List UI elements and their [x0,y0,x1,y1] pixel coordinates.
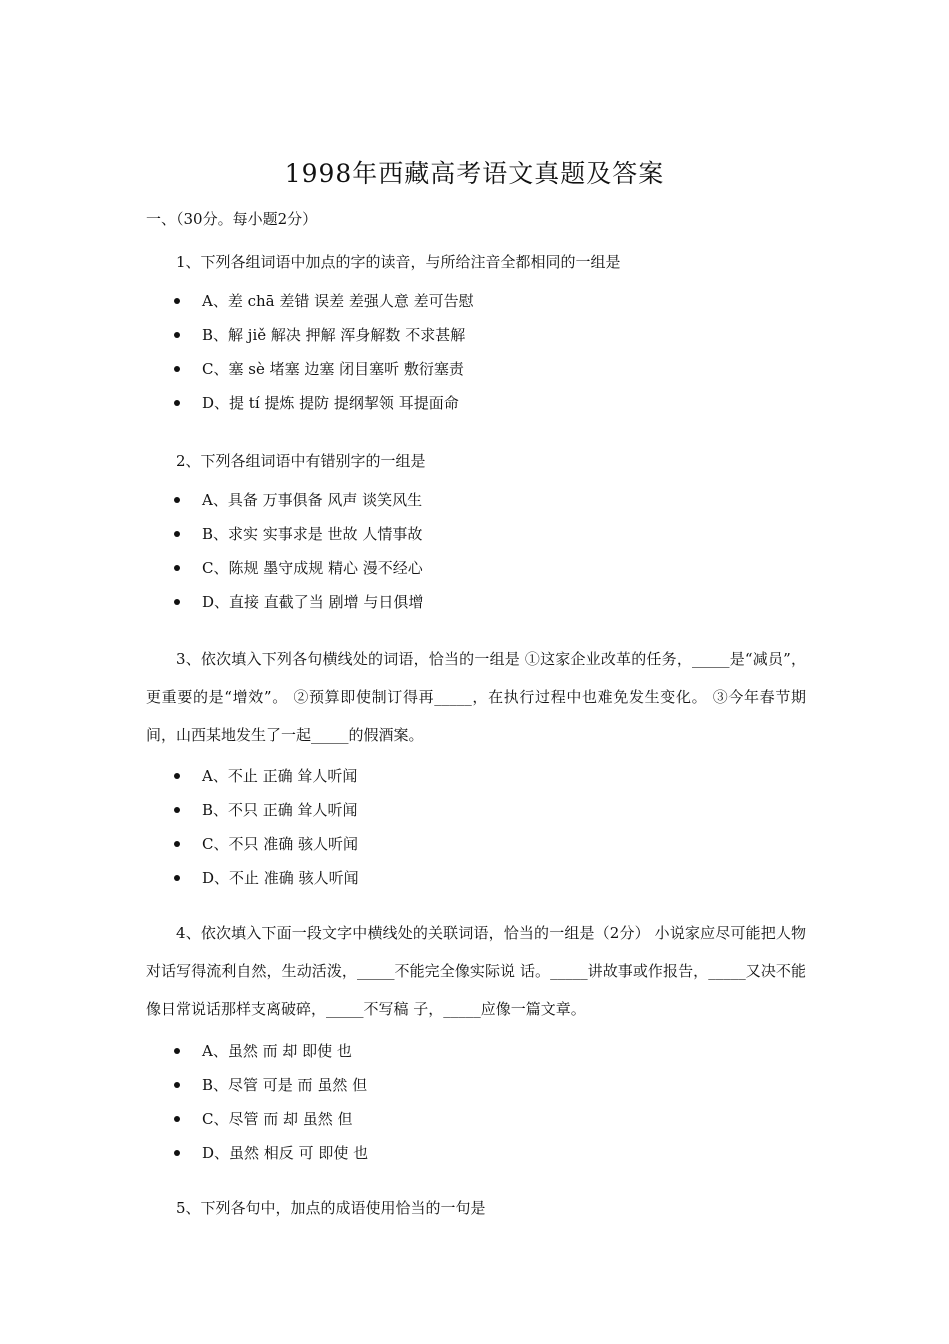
bullet-icon [174,565,180,571]
option-text: B、尽管 可是 而 虽然 但 [202,1076,368,1094]
question-4-options [174,1041,368,1177]
option-text: A、差 chā 差错 误差 差强人意 差可告慰 [202,292,474,310]
question-1-options [174,291,474,427]
option-item [174,325,474,359]
question-5: 5、下列各句中，加点的成语使用恰当的一句是 [176,1199,486,1217]
question-2-options [174,490,423,626]
option-item [174,1143,368,1177]
option-item [174,800,359,834]
document-title: 1998年西藏高考语文真题及答案 [284,159,665,188]
option-text: B、解 jiě 解决 押解 浑身解数 不求甚解 [202,326,466,344]
question-1: 1、下列各组词语中加点的字的读音，与所给注音全都相同的一组是 [176,253,621,271]
option-item [174,524,423,558]
bullet-icon [174,875,180,881]
bullet-icon [174,841,180,847]
option-item [174,558,423,592]
option-item [174,359,474,393]
bullet-icon [174,298,180,304]
option-item [174,393,474,427]
bullet-icon [174,1048,180,1054]
bullet-icon [174,366,180,372]
option-item [174,868,359,902]
option-text: A、具备 万事俱备 风声 谈笑风生 [202,491,423,509]
bullet-icon [174,1116,180,1122]
bullet-icon [174,531,180,537]
option-text: C、陈规 墨守成规 精心 漫不经心 [202,559,423,577]
bullet-icon [174,1082,180,1088]
option-item [174,490,423,524]
option-text: D、直接 直截了当 剧增 与日俱增 [202,593,424,611]
bullet-icon [174,400,180,406]
option-item [174,766,359,800]
question-3: 3、依次填入下列各句横线处的词语，恰当的一组是 ①这家企业改革的任务，_____是“减员”，更重要的是“增效”。 ②预算即使制订得再_____，在执行过程中也难免发生变化。 ③今年春节期间，山西某地发生了一起_____的假酒案。 [146,650,806,744]
bullet-icon [174,332,180,338]
option-item [174,1075,368,1109]
option-item [174,1041,368,1075]
option-text: D、提 tí 提炼 提防 提纲挈领 耳提面命 [202,394,459,412]
option-item [174,592,423,626]
bullet-icon [174,1150,180,1156]
option-text: B、求实 实事求是 世故 人情事故 [202,525,423,543]
option-item [174,291,474,325]
option-text: C、不只 准确 骇人听闻 [202,835,359,853]
option-text: A、不止 正确 耸人听闻 [202,767,358,785]
bullet-icon [174,807,180,813]
option-text: D、虽然 相反 可 即使 也 [202,1144,369,1162]
bullet-icon [174,773,180,779]
option-text: B、不只 正确 耸人听闻 [202,801,358,819]
section-heading: 一、（30分。每小题2分） [146,210,318,228]
bullet-icon [174,497,180,503]
option-item [174,1109,368,1143]
option-text: D、不止 准确 骇人听闻 [202,869,359,887]
option-text: A、虽然 而 却 即使 也 [202,1042,352,1060]
bullet-icon [174,599,180,605]
option-item [174,834,359,868]
option-text: C、尽管 而 却 虽然 但 [202,1110,353,1128]
option-text: C、塞 sè 堵塞 边塞 闭目塞听 敷衍塞责 [202,360,464,378]
question-2: 2、下列各组词语中有错别字的一组是 [176,452,426,470]
question-3-options [174,766,359,902]
question-4: 4、依次填入下面一段文字中横线处的关联词语，恰当的一组是（2分） 小说家应尽可能把人物对话写得流利自然，生动活泼，_____不能完全像实际说 话。_____讲故事或作报告，_____又决不能像日常说话那样支离破碎，_____不写稿 子，_____应像一篇文章。 [146,924,806,1018]
